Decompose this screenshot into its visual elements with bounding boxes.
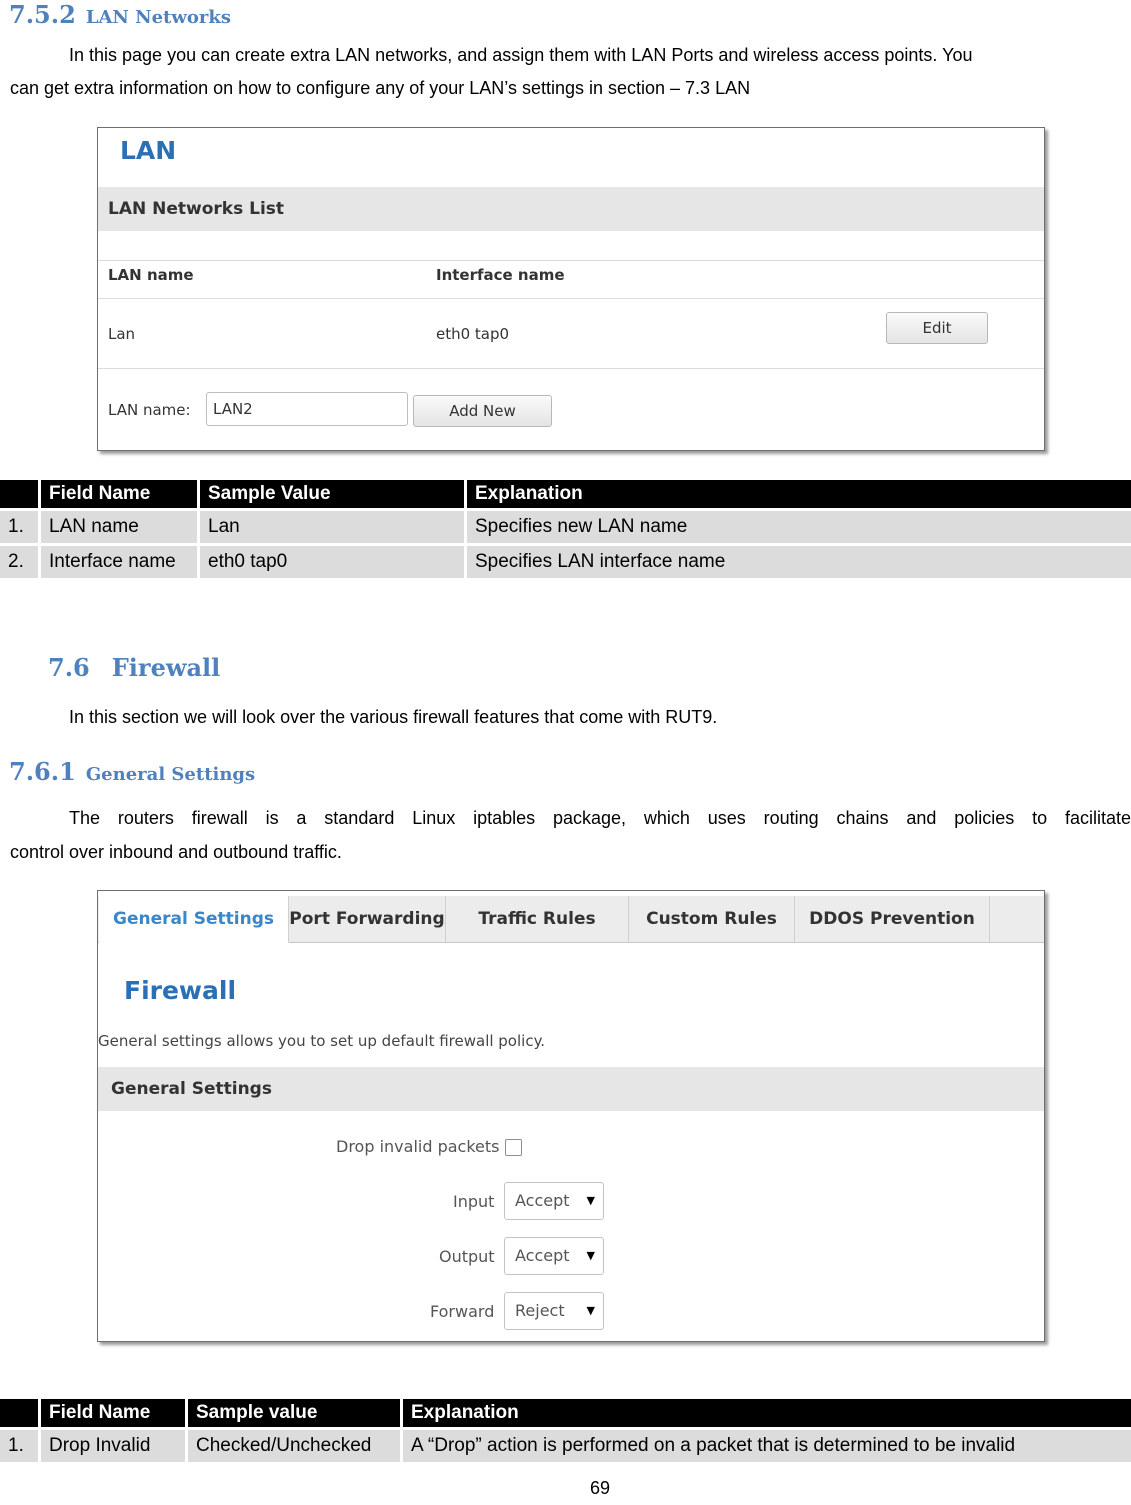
- lan-row-name: Lan: [108, 325, 136, 343]
- firewall-page-title: Firewall: [124, 976, 237, 1005]
- lan-page-title: LAN: [120, 136, 177, 165]
- table-cell: 1.: [0, 1430, 38, 1462]
- section-number: 7.6: [48, 653, 90, 682]
- section-number: 7.6.1: [9, 757, 76, 786]
- drop-invalid-packets-checkbox[interactable]: [505, 1139, 522, 1156]
- dropdown-arrow-icon: ▼: [586, 1304, 595, 1317]
- table-row: [0, 546, 1131, 578]
- table-header-cell: Sample value: [188, 1399, 400, 1427]
- lan-networks-list-header: [98, 187, 1044, 231]
- intro-paragraph-line-2: can get extra information on how to configure any of your LAN’s settings in section – 7.3 LAN: [10, 78, 751, 98]
- tab-ddos-prevention[interactable]: DDOS Prevention: [795, 896, 990, 943]
- table-header-row: [0, 480, 1131, 508]
- add-new-button[interactable]: Add New: [413, 395, 552, 427]
- table-header-cell: Sample Value: [200, 480, 464, 508]
- input-policy-value: Accept: [515, 1191, 570, 1210]
- section-heading-7-6-1: [9, 757, 255, 786]
- table-cell: Drop Invalid: [41, 1430, 185, 1462]
- divider: [98, 298, 1044, 299]
- table-header-cell: Field Name: [41, 1399, 185, 1427]
- lan-networks-list-title: LAN Networks List: [108, 199, 285, 219]
- output-policy-label: Output: [439, 1247, 495, 1266]
- general-settings-section-header: [98, 1067, 1044, 1111]
- general-settings-paragraph-line-1: The routers firewall is a standard Linux iptables package, which uses routing chains and policies to facilitate: [69, 808, 1131, 828]
- general-settings-paragraph-line-2: control over inbound and outbound traffic.: [10, 842, 342, 862]
- table-cell: Checked/Unchecked: [188, 1430, 400, 1462]
- dropdown-arrow-icon: ▼: [586, 1249, 595, 1262]
- firewall-fields-table: [0, 1396, 1131, 1465]
- output-policy-value: Accept: [515, 1246, 570, 1265]
- dropdown-arrow-icon: ▼: [586, 1194, 595, 1207]
- firewall-screenshot: [97, 890, 1045, 1342]
- table-header-cell: [0, 480, 38, 508]
- output-policy-select[interactable]: [504, 1237, 604, 1275]
- section-title: Firewall: [111, 653, 221, 682]
- table-header-cell: Field Name: [41, 480, 197, 508]
- edit-button[interactable]: Edit: [886, 312, 988, 344]
- table-cell: Specifies LAN interface name: [467, 546, 1131, 578]
- tab-port-forwarding[interactable]: Port Forwarding: [289, 896, 446, 943]
- tab-custom-rules[interactable]: Custom Rules: [629, 896, 795, 943]
- table-cell: Interface name: [41, 546, 197, 578]
- table-row: [0, 1430, 1131, 1462]
- forward-policy-value: Reject: [515, 1301, 565, 1320]
- table-cell: LAN name: [41, 511, 197, 543]
- page-number: 69: [589, 1478, 611, 1498]
- intro-paragraph-line-1: In this page you can create extra LAN networks, and assign them with LAN Ports and wireless access points. You: [69, 45, 973, 65]
- tab-traffic-rules[interactable]: Traffic Rules: [446, 896, 629, 943]
- input-policy-select[interactable]: [504, 1182, 604, 1220]
- forward-policy-select[interactable]: [504, 1292, 604, 1330]
- column-header-lan-name: LAN name: [108, 266, 194, 284]
- table-header-row: [0, 1399, 1131, 1427]
- section-number: 7.5.2: [9, 0, 76, 29]
- table-cell: Specifies new LAN name: [467, 511, 1131, 543]
- tab-general-settings[interactable]: General Settings: [99, 896, 289, 943]
- lan-fields-table: [0, 477, 1131, 581]
- divider: [98, 368, 1044, 369]
- input-policy-label: Input: [453, 1192, 495, 1211]
- lan-row-interface: eth0 tap0: [436, 325, 510, 343]
- section-title: General Settings: [85, 764, 256, 785]
- divider: [98, 260, 1044, 261]
- firewall-description: General settings allows you to set up default firewall policy.: [98, 1032, 546, 1050]
- table-header-cell: [0, 1399, 38, 1427]
- table-cell: eth0 tap0: [200, 546, 464, 578]
- table-cell: Lan: [200, 511, 464, 543]
- lan-networks-screenshot: [97, 127, 1045, 451]
- column-header-interface-name: Interface name: [436, 266, 565, 284]
- table-row: [0, 511, 1131, 543]
- forward-policy-label: Forward: [430, 1302, 495, 1321]
- table-header-cell: Explanation: [467, 480, 1131, 508]
- section-title: LAN Networks: [85, 7, 231, 28]
- drop-invalid-packets-label: Drop invalid packets: [336, 1137, 500, 1156]
- table-cell: 1.: [0, 511, 38, 543]
- firewall-intro-paragraph: In this section we will look over the various firewall features that come with RUT9.: [69, 707, 718, 727]
- new-lan-name-label: LAN name:: [108, 401, 191, 419]
- general-settings-section-title: General Settings: [111, 1079, 272, 1099]
- new-lan-name-input[interactable]: LAN2: [206, 392, 408, 426]
- table-header-cell: Explanation: [403, 1399, 1131, 1427]
- section-heading-7-5-2: [9, 0, 231, 29]
- table-cell: A “Drop” action is performed on a packet that is determined to be invalid: [403, 1430, 1131, 1462]
- section-heading-7-6: [48, 653, 220, 682]
- table-cell: 2.: [0, 546, 38, 578]
